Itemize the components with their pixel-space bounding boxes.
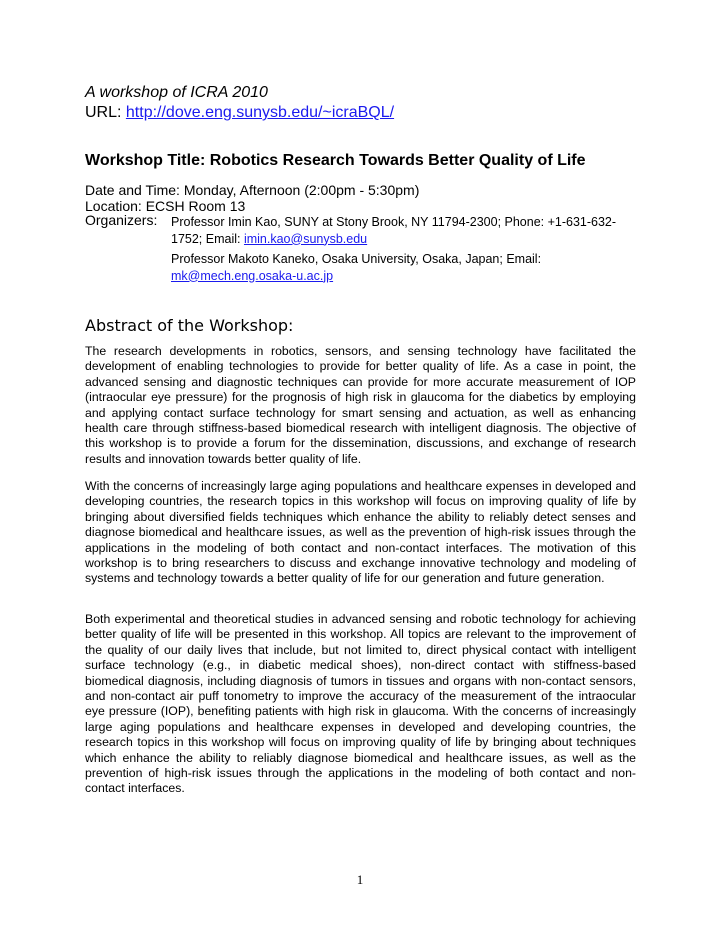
abstract-heading: Abstract of the Workshop: [85, 316, 294, 335]
workshop-title: Workshop Title: Robotics Research Towards Better Quality of Life [85, 152, 586, 169]
url-line [85, 104, 394, 122]
workshop-url-link[interactable]: http://dove.eng.sunysb.edu/~icraBQL/ [125, 104, 395, 121]
organizer-2-email-link[interactable]: mk@mech.eng.osaka-u.ac.jp [171, 268, 334, 283]
date-time: Date and Time: Monday, Afternoon (2:00pm - 5:30pm) [85, 182, 420, 198]
organizer-1-email-link[interactable]: imin.kao@sunysb.edu [243, 231, 368, 246]
organizer-1-text: Professor Imin Kao, SUNY at Stony Brook, NY 11794-2300; Phone: +1-631-632-1752; Email: [171, 215, 617, 246]
abstract-paragraph-3: Both experimental and theoretical studies in advanced sensing and robotic technology for achieving better quality of life will be presented in this workshop. All topics are relevant to the improvement of the quality of our daily lives that include, but not limited to, direct physical contact with intelligent surface technology (e.g., in diabetic medical shoes), non-direct contact with stiffness-based biomedical diagnosis, including diagnosis of tumors in tissues and organs with non-contact sensors, and non-contact air puff tonometry to improve the accuracy of the measurement of the intraocular eye pressure (IOP), benefiting patients with high risk in glaucoma. With the concerns of increasingly large aging populations and healthcare expenses in developed and developing countries, the research topics in this workshop will focus on improving quality of life by bringing about techniques which enhance the ability to reliably diagnose biomedical and healthcare issues, as well as the prevention of high-risk issues through the applications in the modeling of both contact and non-contact interfaces. [85, 612, 636, 796]
organizers-label: Organizers: [85, 212, 158, 228]
organizer-2 [171, 251, 641, 284]
abstract-paragraph-1: The research developments in robotics, sensors, and sensing technology have facilitated the development of enabling technologies to provide for better quality of life. As a case in point, the advanced sensing and diagnostic techniques can provide for more accurate measurement of IOP (intraocular eye pressure) for the prognosis of high risk in glaucoma for the diabetics by employing and applying contact surface technology for smart sensing and actuation, as well as enhancing health care through stiffness-based biomedical research with intelligent diagnosis. The objective of this workshop is to provide a forum for the dissemination, discussions, and exchange of research results and innovation towards better quality of life. [85, 344, 636, 466]
url-label: URL: [85, 104, 126, 121]
organizer-1 [171, 214, 641, 247]
organizer-2-text: Professor Makoto Kaneko, Osaka University, Osaka, Japan; Email: [171, 252, 542, 266]
workshop-subtitle: A workshop of ICRA 2010 [85, 84, 268, 101]
location: Location: ECSH Room 13 [85, 198, 246, 214]
page-number: 1 [356, 872, 364, 887]
abstract-paragraph-2: With the concerns of increasingly large aging populations and healthcare expenses in developed and developing countries, the research topics in this workshop will focus on improving quality of life by bringing about diversified fields techniques which enhance the ability to reliably detect senses and diagnose biomedical and healthcare issues, as well as the prevention of high-risk issues through the applications in the modeling of both contact and non-contact interfaces. The motivation of this workshop is to bring researchers to discuss and exchange innovative technology and modeling of systems and technology towards a better quality of life for our generation and future generation. [85, 479, 636, 586]
